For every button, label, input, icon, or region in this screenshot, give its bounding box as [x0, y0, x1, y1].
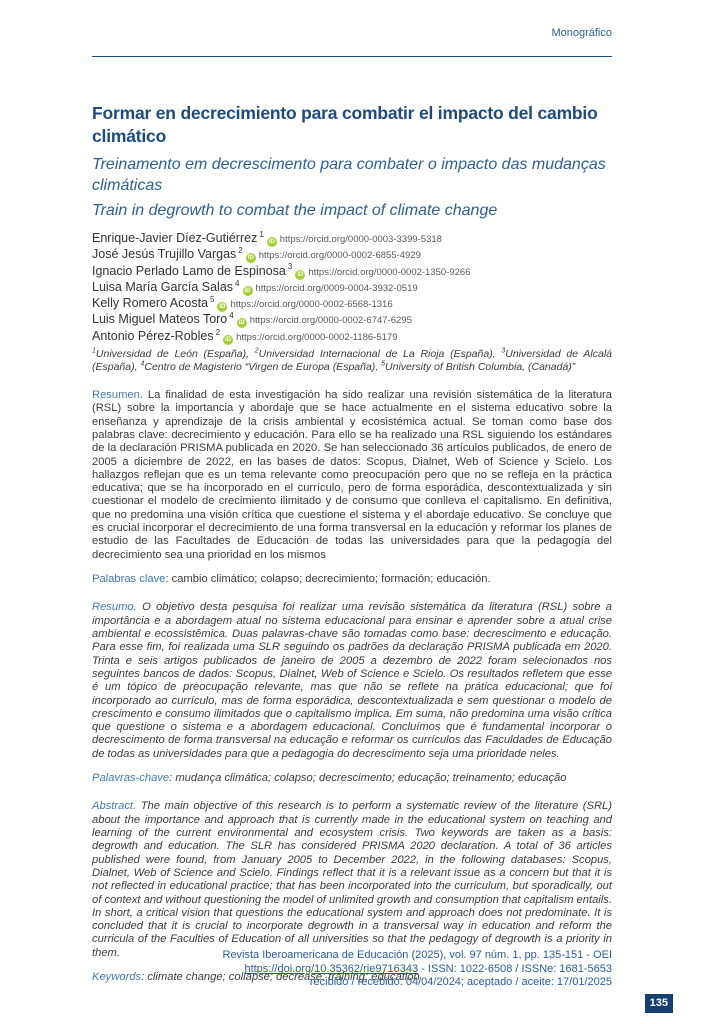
abstract-es-text: La finalidad de esta investigación ha sido realizar una revisión sistemática de la literatura (RSL) sobre la importancia y abordaje que se hace actualmente en el sistema educativo sobre la enseñanza y aprendizaje de la crisis ambiental y ecosistémica actual. Se toman como base dos palabras clave: decrecimiento y educación. Para ello se ha realizado una RSL siguiendo los estándares de la declaración PRISMA publicada en 2020. Se han seleccionado 36 artículos publicados, de enero de 2005 a diciembre de 2022, en las bases de datos: Scopus, Dialnet, Web of Science y Scielo. Los hallazgos reflejan que es un tema relevante como preocupación pero que no se refleja en la práctica educativa; que se ha incorporado en el currículo, pero de forma esporádica, descontextualizada y sin cuestionar el modelo de crecimiento ilimitado y de consumo que conlleva el capitalismo. En definitiva, que no predomina una visión crítica que cuestione el sistema y el abordaje educativo. Se concluye que es crucial incorporar el decrecimiento de una forma transversal en la educación y reformar los planes de estudio de las Facultades de Educación de todas las universidades para que la pedagogía del decrecimiento sea una prioridad en los mismos	[92, 389, 612, 561]
author-line	[92, 231, 612, 247]
orcid-icon[interactable]: iD	[244, 287, 251, 294]
orcid-icon[interactable]: iD	[225, 336, 232, 343]
keywords-en-label: Keywords	[92, 971, 142, 984]
author-affiliation-sup: 2	[215, 327, 221, 337]
article-title-es: Formar en decrecimiento para combatir el impacto del cambio climático	[92, 103, 598, 146]
orcid-icon[interactable]: iD	[297, 271, 304, 278]
orcid-link[interactable]: https://orcid.org/0009-0004-3932-0519	[255, 282, 418, 294]
author-affiliation-sup: 1	[259, 229, 264, 239]
author-line	[92, 312, 612, 328]
author-affiliation-sup: 4	[229, 311, 234, 321]
abstract-en-text: The main objective of this research is to perform a systematic review of the literature (SRL) about the importance and approach that is currently made in the educational system on teaching and learning of the current environmental and ecosystem crisis. Two keywords are taken as a basis: degrowth and education. The SLR has considered PRISMA 2020 declaration. A total of 36 articles published were found, from January 2005 to December 2022, in the following databases: Scopus, Dialnet, Web of Science and Scielo. Findings reflect that it is a relevant issue as a concern but that it is not reflected in educational practice; that has been incorporated into the curriculum, but sporadically, out of context and without questioning the model of unlimited growth and consumption that capitalism entails. In short, a critical vision that questions the educational system and approach does not predominate. It is concluded that it is crucial to incorporate degrowth in a transversal way in education and reform the curricula of the Faculties of Education of all universities so that the pedagogy of degrowth is a priority in them.	[92, 800, 612, 959]
orcid-icon[interactable]: iD	[238, 320, 245, 327]
author-name: Luis Miguel Mateos Toro	[92, 312, 228, 327]
affiliation-sup: 5	[381, 360, 386, 368]
abstract-pt	[92, 601, 612, 761]
keywords-pt	[92, 772, 612, 785]
author-name: Luisa María García Salas	[92, 279, 234, 294]
author-name: Enrique-Javier Díez-Gutiérrez	[92, 231, 258, 245]
keywords-pt-text: : mudança climática; colapso; decrescimento; educação; treinamento; educação	[169, 772, 567, 785]
affiliation-sup: 1	[92, 347, 96, 355]
article-title-en: Train in degrowth to combat the impact of climate change	[92, 202, 498, 219]
keywords-en-text: : climate change; collapse; decrease; training; education	[141, 971, 420, 984]
orcid-link[interactable]: https://orcid.org/0000-0002-6855-4929	[258, 250, 421, 262]
abstract-pt-label: Resumo.	[92, 601, 137, 614]
keywords-es-label: Palabras clave	[92, 573, 166, 586]
affiliation-sup: 2	[254, 347, 259, 355]
author-affiliation-sup: 2	[238, 246, 243, 256]
author-line	[92, 329, 612, 345]
orcid-icon[interactable]: iD	[268, 239, 275, 245]
keywords-es-text: : cambio climático; colapso; decrecimiento; formación; educación.	[165, 573, 491, 586]
journal-issn-line	[92, 963, 612, 977]
affiliation-text: Centro de Magisterio “Virgen de Europa (España),	[144, 361, 382, 374]
orcid-link[interactable]: https://orcid.org/0000-0002-6747-6295	[249, 315, 412, 327]
page-number-badge: 135	[645, 994, 673, 1013]
orcid-icon[interactable]: iD	[219, 304, 226, 311]
affiliation-text: Universidad Internacional de La Rioja (España),	[258, 348, 502, 361]
issn-text: - ISSN: 1022-6508 / ISSNe: 1681-5653	[418, 962, 612, 975]
journal-footer	[92, 949, 612, 990]
journal-citation-line: Revista Iberoamericana de Educación (2025), vol. 97 núm. 1, pp. 135-151 - OEI	[222, 949, 612, 961]
author-name: Antonio Pérez-Robles	[92, 328, 214, 343]
author-affiliation-sup: 3	[287, 262, 293, 272]
author-name: Kelly Romero Acosta	[92, 296, 209, 311]
keywords-es	[92, 573, 612, 586]
authors-list	[92, 231, 612, 345]
affiliations	[92, 348, 612, 374]
affiliation-text: University of British Columbia, (Canadá)”	[385, 361, 576, 374]
doi-link[interactable]: https://doi.org/10.35362/rie9716343	[244, 962, 419, 975]
received-accepted-line: recibido / recebido: 04/04/2024; aceptado / aceite: 17/01/2025	[309, 976, 612, 988]
affiliation-sup: 3	[501, 347, 506, 355]
abstract-en	[92, 800, 612, 960]
author-line	[92, 264, 612, 280]
keywords-pt-label: Palavras-chave	[92, 772, 170, 785]
author-line	[92, 296, 612, 312]
article-title-pt: Treinamento em decrescimento para combater o impacto das mudanças climáticas	[92, 156, 606, 194]
author-affiliation-sup: 4	[235, 278, 240, 288]
abstract-pt-text: O objetivo desta pesquisa foi realizar uma revisão sistemática da literatura (RSL) sobre a importância e a abordagem atual no sistema educacional para ensinar e aprender sobre a atual crise ambiental e ecossistêmica. Duas palavras-chave são tomadas como base: decrescimento e educação. Para esse fim, foi realizada uma SLR seguindo os padrões da declaração PRISMA publicada em 2020. Trinta e seis artigos publicados de janeiro de 2005 a dezembro de 2022 foram selecionados nos seguintes bancos de dados: Scopus, Dialnet, Web of Science e Scielo. Os resultados refletem que esse é um tópico de preocupação relevante, mas que não se reflete na prática educacional; que foi incorporado ao currículo, mas de forma esporádica, descontextualizada e sem questionar o modelo de crescimento e consumo ilimitados que o capitalismo implica. Em suma, não predomina uma visão crítica que questione o sistema e a abordagem educacional. Concluímos que é fundamental incorporar o decrescimento de forma transversal na educação e reformar os currículos das Faculdades de Educação de todas as universidades para que a pedagogia do decrescimento seja uma prioridade neles.	[92, 601, 612, 760]
author-line	[92, 247, 612, 263]
abstract-es-label: Resumen.	[92, 389, 143, 402]
author-line	[92, 280, 612, 296]
orcid-link[interactable]: https://orcid.org/0000-0002-1350-9266	[308, 266, 471, 278]
orcid-link[interactable]: https://orcid.org/0000-0003-3399-5318	[279, 234, 442, 245]
orcid-link[interactable]: https://orcid.org/0000-0002-6568-1316	[230, 299, 393, 311]
author-name: José Jesús Trujillo Vargas	[92, 247, 237, 262]
author-name: Ignacio Perlado Lamo de Espinosa	[92, 263, 286, 278]
affiliation-text: Universidad de León (España),	[95, 348, 255, 361]
orcid-link[interactable]: https://orcid.org/0000-0002-1186-5179	[236, 331, 398, 343]
author-affiliation-sup: 5	[210, 295, 215, 305]
abstract-es	[92, 389, 612, 562]
abstract-en-label: Abstract.	[92, 800, 137, 813]
section-label: Monográfico	[551, 27, 612, 39]
affiliation-text: Universidad de Alcalá (España),	[92, 348, 612, 374]
orcid-icon[interactable]: iD	[247, 255, 254, 262]
affiliation-sup: 4	[140, 360, 145, 368]
header-rule	[92, 56, 612, 57]
